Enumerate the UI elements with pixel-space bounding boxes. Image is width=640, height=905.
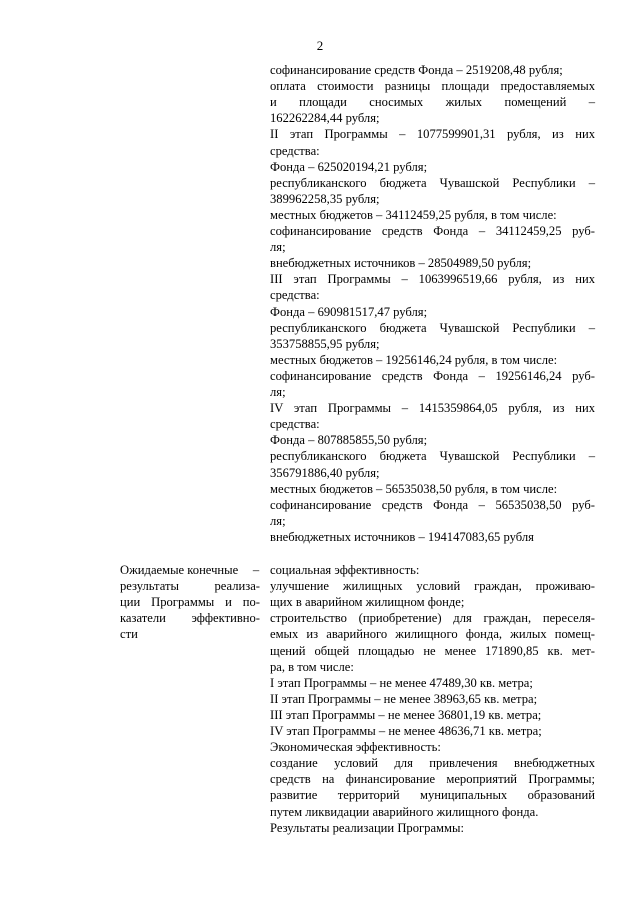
text-line: местных бюджетов – 19256146,24 рубля, в том числе:: [270, 352, 558, 367]
text-line: внебюджетных источников – 28504989,50 рубля;: [270, 256, 532, 271]
text-line: Экономическая эффективность:: [270, 740, 441, 755]
text-line: социальная эффективность:: [270, 563, 420, 577]
page-number: 2: [316, 38, 324, 53]
text-line: строительство (приобретение) для граждан, переселя-: [270, 611, 595, 626]
text-line: внебюджетных источников – 194147083,65 рубля: [270, 529, 534, 544]
results-content-column: [270, 0, 595, 905]
text-line: емых из аварийного жилищного фонда, жилых помещ-: [270, 627, 595, 642]
text-line: Результаты реализации Программы:: [270, 820, 464, 835]
text-line: I этап Программы – не менее 47489,30 кв. метра;: [270, 675, 533, 690]
text-line: IV этап Программы – не менее 48636,71 кв. метра;: [270, 724, 542, 738]
text-line: ра, в том числе:: [270, 659, 354, 674]
text-line: IV этап Программы – 1415359864,05 рубля, из них: [270, 401, 595, 416]
text-line: местных бюджетов – 56535038,50 рубля, в том числе:: [270, 481, 558, 496]
text-line: софинансирование средств Фонда – 56535038,50 руб-: [270, 497, 595, 512]
text-line: Фонда – 625020194,21 рубля;: [270, 159, 428, 174]
text-line: софинансирование средств Фонда – 2519208,48 рубля;: [270, 63, 563, 77]
text-line: щений общей площадью не менее 171890,85 кв. мет-: [270, 643, 595, 658]
text-line: щих в аварийном жилищном фонде;: [270, 595, 465, 610]
text-line: развитие территорий муниципальных образований: [270, 788, 595, 803]
text-line: местных бюджетов – 34112459,25 рубля, в том числе:: [270, 207, 557, 222]
text-line: средства:: [270, 288, 320, 303]
text-line: республиканского бюджета Чувашской Республики –: [270, 449, 595, 464]
text-line: II этап Программы – 1077599901,31 рубля, из них: [270, 127, 595, 142]
text-line: ля;: [270, 385, 286, 399]
text-line: республиканского бюджета Чувашской Республики –: [270, 320, 595, 335]
text-line: казатели эффективно-: [120, 611, 260, 625]
text-line: улучшение жилищных условий граждан, проживаю-: [270, 579, 595, 594]
results-label-column: [120, 0, 260, 905]
text-line: и площади сносимых жилых помещений –: [270, 95, 595, 110]
text-line: результаты реализа-: [120, 579, 260, 593]
text-line: 353758855,95 рубля;: [270, 336, 380, 351]
text-line: средства:: [270, 417, 320, 432]
text-line: путем ликвидации аварийного жилищного фонда.: [270, 804, 539, 819]
text-line: Ожидаемые конечные: [120, 563, 239, 577]
text-line: 389962258,35 рубля;: [270, 191, 380, 206]
text-line: Фонда – 807885855,50 рубля;: [270, 433, 428, 448]
text-line: ля;: [270, 513, 286, 528]
text-line: 356791886,40 рубля;: [270, 465, 380, 480]
text-line: II этап Программы – не менее 38963,65 кв. метра;: [270, 691, 538, 706]
text-line: средства:: [270, 143, 320, 158]
text-line: ля;: [270, 240, 286, 255]
text-line: оплата стоимости разницы площади предоставляемых: [270, 79, 595, 94]
text-line: сти: [120, 627, 138, 641]
text-line: III этап Программы – не менее 36801,19 кв. метра;: [270, 707, 542, 722]
text-line: 162262284,44 рубля;: [270, 111, 380, 126]
text-line: создание условий для привлечения внебюджетных: [270, 756, 595, 771]
text-line: Фонда – 690981517,47 рубля;: [270, 304, 428, 319]
label-dash: –: [252, 563, 260, 577]
text-line: софинансирование средств Фонда – 19256146,24 руб-: [270, 368, 595, 383]
text-line: III этап Программы – 1063996519,66 рубля, из них: [270, 272, 595, 287]
text-line: софинансирование средств Фонда – 34112459,25 руб-: [270, 224, 595, 238]
text-line: средств на финансирование мероприятий Программы;: [270, 772, 595, 787]
text-line: республиканского бюджета Чувашской Республики –: [270, 175, 595, 190]
text-line: ции Программы и по-: [120, 595, 260, 609]
